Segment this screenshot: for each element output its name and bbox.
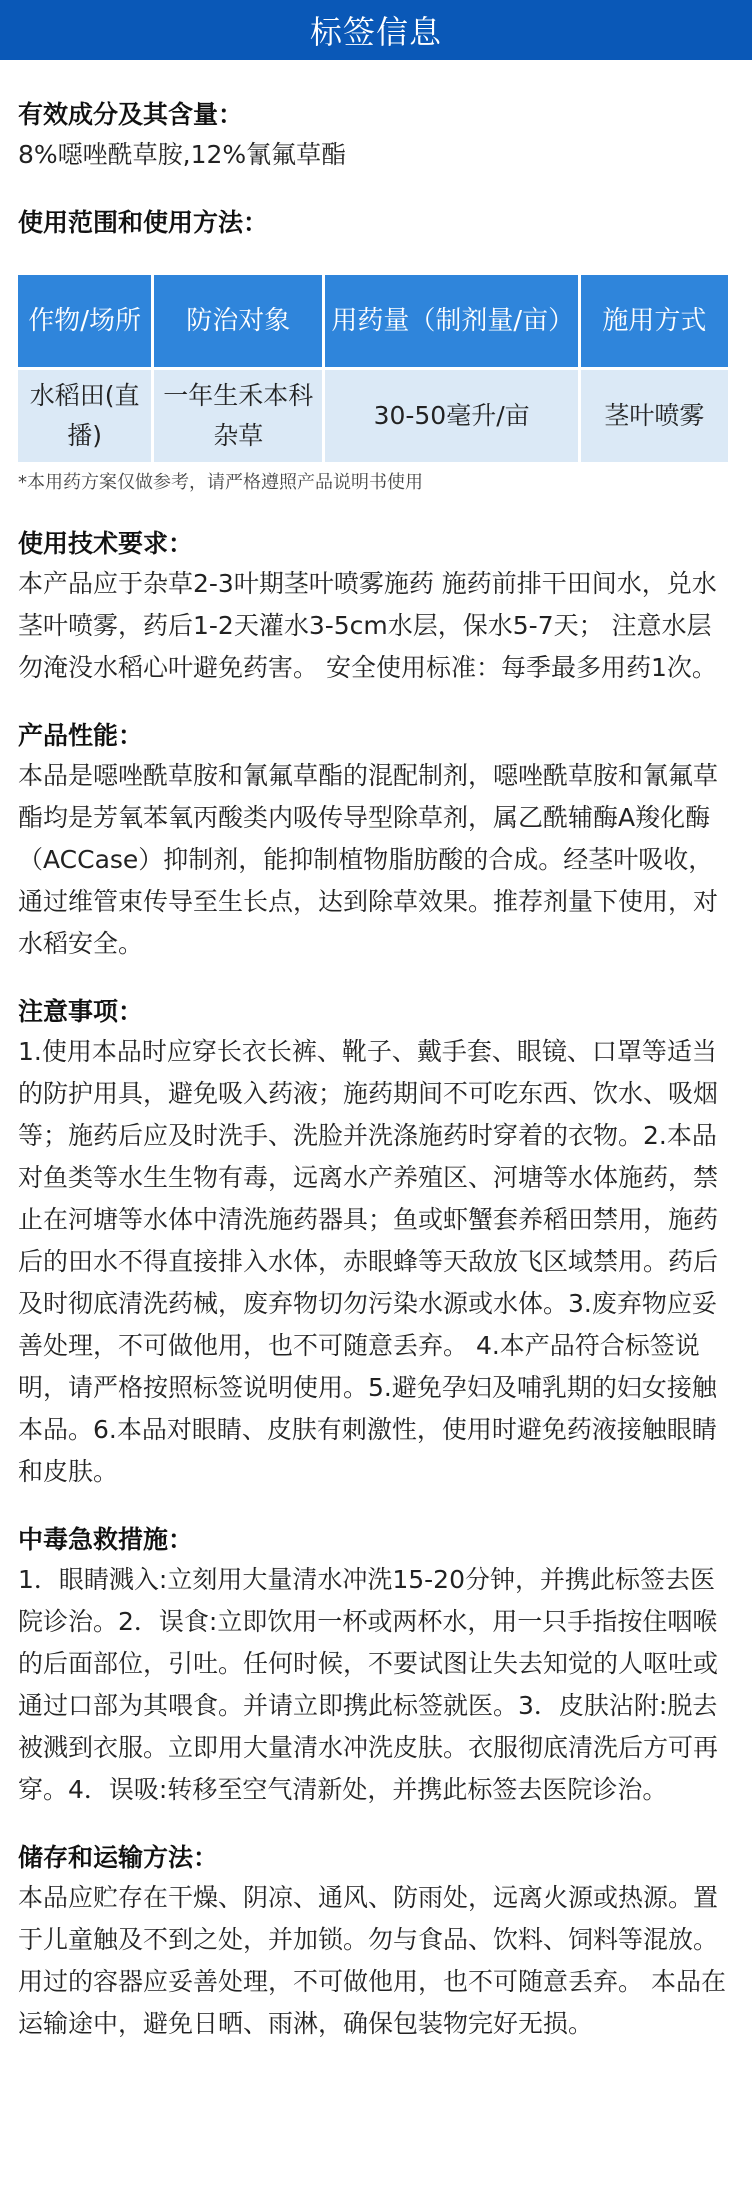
ingredients-heading: 有效成分及其含量： — [18, 100, 244, 129]
performance-section — [18, 717, 734, 965]
table-header-crop: 作物/场所 — [18, 275, 151, 367]
usage-table — [15, 272, 731, 465]
label-content — [0, 96, 752, 2045]
table-header-dosage: 用药量（制剂量/亩） — [325, 275, 577, 367]
performance-heading: 产品性能： — [18, 721, 144, 750]
performance-text: 本品是噁唑酰草胺和氰氟草酯的混配制剂，噁唑酰草胺和氰氟草酯均是芳氧苯氧丙酸类内吸传导型除草剂，属乙酰辅酶A羧化酶（ACCase）抑制剂，能抑制植物脂肪酸的合成。经茎叶吸收，通过维管束传导至生长点，达到除草效果。推荐剂量下使用，对水稻安全。 — [18, 761, 719, 958]
table-cell-method: 茎叶喷雾 — [581, 370, 728, 462]
storage-text: 本品应贮存在干燥、阴凉、通风、防雨处，远离火源或热源。置于儿童触及不到之处，并加锁。勿与食品、饮料、饲料等混放。用过的容器应妥善处理，不可做他用，也不可随意丢弃。 本品在运输途中，避免日晒、雨淋，确保包装物完好无损。 — [18, 1883, 726, 2038]
table-cell-dosage: 30-50毫升/亩 — [325, 370, 577, 462]
table-cell-target: 一年生禾本科杂草 — [154, 370, 322, 462]
table-row — [18, 370, 728, 462]
precautions-section — [18, 993, 734, 1493]
technique-section — [18, 525, 734, 689]
table-header-row — [18, 275, 728, 367]
ingredients-text: 8%噁唑酰草胺,12%氰氟草酯 — [18, 140, 347, 169]
first-aid-text: 1．眼睛溅入:立刻用大量清水冲洗15-20分钟，并携此标签去医院诊治。2．误食:立即饮用一杯或两杯水，用一只手指按住咽喉的后面部位，引吐。任何时候，不要试图让失去知觉的人呕吐或通过口部为其喂食。并请立即携此标签就医。3．皮肤沾附:脱去被溅到衣服。立即用大量清水冲洗皮肤。衣服彻底清洗后方可再穿。4．误吸:转移至空气清新处，并携此标签去医院诊治。 — [18, 1565, 719, 1804]
header-title: 标签信息 — [309, 13, 442, 51]
usage-heading: 使用范围和使用方法： — [18, 208, 269, 237]
usage-note: *本用药方案仅做参考，请严格遵照产品说明书使用 — [18, 472, 423, 493]
precautions-text: 1.使用本品时应穿长衣长裤、靴子、戴手套、眼镜、口罩等适当的防护用具，避免吸入药液；施药期间不可吃东西、饮水、吸烟等；施药后应及时洗手、洗脸并洗涤施药时穿着的衣物。2.本品对鱼类等水生生物有毒，远离水产养殖区、河塘等水体施药，禁止在河塘等水体中清洗施药器具；鱼或虾蟹套养稻田禁用，施药后的田水不得直接排入水体，赤眼蜂等天敌放飞区域禁用。药后及时彻底清洗药械，废弃物切勿污染水源或水体。3.废弃物应妥善处理，不可做他用，也不可随意丢弃。 4.本产品符合标签说明，请严格按照标签说明使用。5.避免孕妇及哺乳期的妇女接触本品。6.本品对眼睛、皮肤有刺激性，使用时避免药液接触眼睛和皮肤。 — [18, 1037, 719, 1486]
first-aid-section — [18, 1521, 734, 1811]
storage-heading: 储存和运输方法： — [18, 1843, 219, 1872]
precautions-heading: 注意事项： — [18, 997, 144, 1026]
table-header-target: 防治对象 — [154, 275, 322, 367]
page-header — [0, 0, 752, 60]
technique-heading: 使用技术要求： — [18, 529, 194, 558]
ingredients-section — [18, 96, 734, 176]
table-cell-crop: 水稻田(直播) — [18, 370, 151, 462]
table-header-method: 施用方式 — [581, 275, 728, 367]
first-aid-heading: 中毒急救措施： — [18, 1525, 194, 1554]
technique-text: 本产品应于杂草2-3叶期茎叶喷雾施药 施药前排干田间水，兑水茎叶喷雾，药后1-2天灌水3-5cm水层，保水5-7天； 注意水层勿淹没水稻心叶避免药害。 安全使用标准：每季最多用药1次。 — [18, 569, 717, 682]
storage-section — [18, 1839, 734, 2045]
usage-section — [18, 204, 734, 497]
